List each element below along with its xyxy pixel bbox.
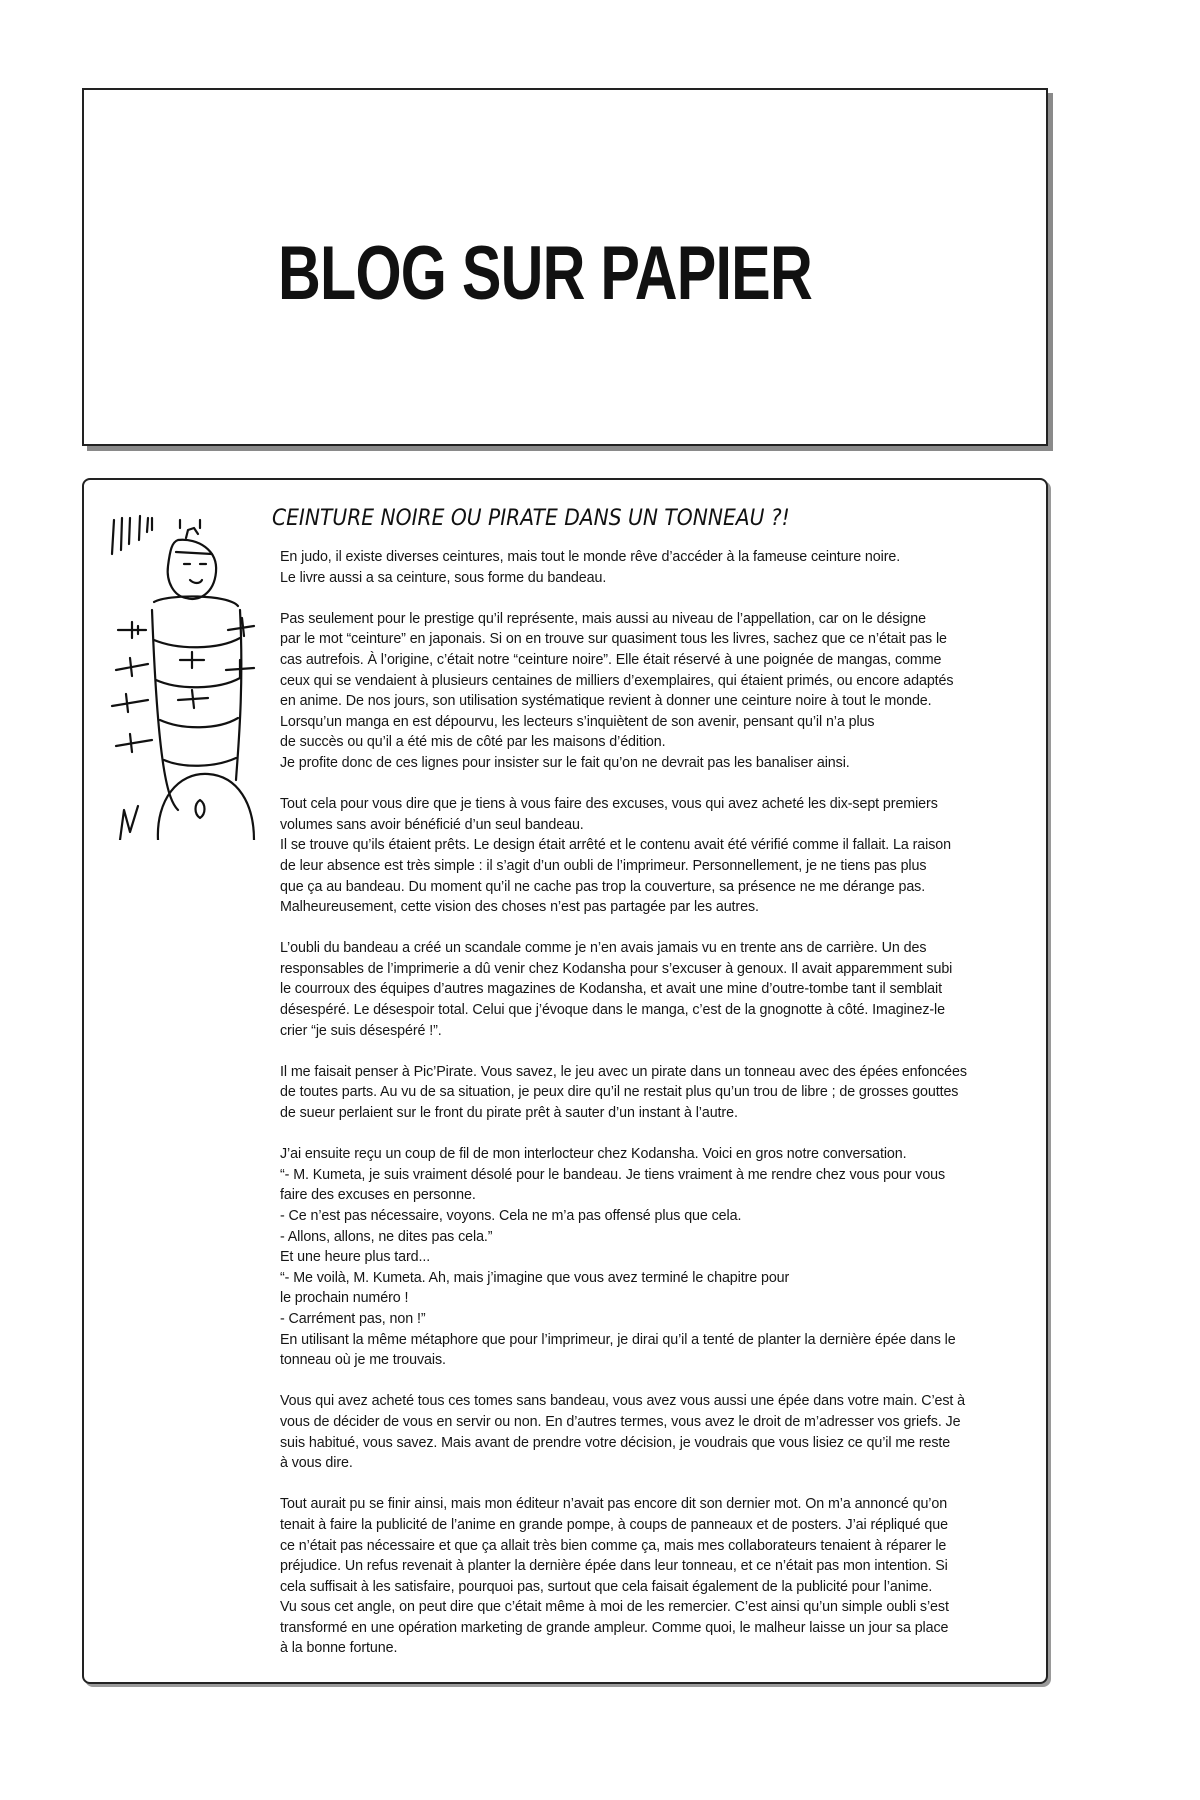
article [272, 506, 1022, 1680]
paragraph: J’ai ensuite reçu un coup de fil de mon interlocteur chez Kodansha. Voici en gros notre conversation. “- M. Kumeta, je suis vraiment désolé pour le bandeau. Je tiens vraiment à me rendre chez vous pour vous faire des excuses en personne. - Ce n’est pas nécessaire, voyons. Cela ne m’a pas offensé plus que cela. - Allons, allons, ne dites pas cela.” Et une heure plus tard... “- Me voilà, M. Kumeta. Ah, mais j’imagine que vous avez terminé le chapitre pour le prochain numéro ! - Carrément pas, non !” En utilisant la même métaphore que pour l’imprimeur, je dirai qu’il a tenté de planter la dernière épée dans le tonneau où je me trouvais. [280, 1146, 956, 1369]
article-panel [82, 478, 1048, 1684]
article-heading: CEINTURE NOIRE OU PIRATE DANS UN TONNEAU ?! [272, 506, 790, 531]
paragraph: Tout aurait pu se finir ainsi, mais mon éditeur n’avait pas encore dit son dernier mot. On m’a annoncé qu’on tenait à faire la publicité de l’anime en grande pompe, à coups de panneaux et de posters. J’ai répliqué que ce n’était pas nécessaire et que ça allait très bien comme ça, mais mes collaborateurs tenaient à réparer le préjudice. Un refus revenait à planter la dernière épée dans leur tonneau, et ce n’était pas mon intention. Si cela suffisait à les satisfaire, pourquoi pas, surtout que cela faisait également de la publicité pour l’anime. Vu sous cet angle, on peut dire que c’était même à moi de les remercier. C’est ainsi qu’un simple oubli s’est transformé en une opération marketing de grande ampleur. Comme quoi, le malheur laisse un jour sa place à la bonne fortune. [280, 1496, 949, 1657]
paragraph: Vous qui avez acheté tous ces tomes sans bandeau, vous avez vous aussi une épée dans votre main. C’est à vous de décider de vous en servir ou non. En d’autres termes, vous avez le droit de m’adresser vos griefs. Je suis habitué, vous savez. Mais avant de prendre votre décision, je voudrais que vous lisiez ce qu’il me reste à vous dire. [280, 1393, 966, 1472]
paragraph: L’oubli du bandeau a créé un scandale comme je n’en avais jamais vu en trente ans de carrière. Un des responsables de l’imprimerie a dû venir chez Kodansha pour s’excuser à genoux. Il avait apparemment subi le courroux des équipes d’autres magazines de Kodansha, et avait une mine d’outre-tombe tant il semblait désespéré. Le désespoir total. Celui que j’évoque dans le manga, c’est de la gnognotte à côté. Imaginez-le crier “je suis désespéré !”. [280, 940, 953, 1039]
paragraph: Tout cela pour vous dire que je tiens à vous faire des excuses, vous qui avez acheté les dix-sept premiers volumes sans avoir bénéficié d’un seul bandeau. Il se trouve qu’ils étaient prêts. Le design était arrêté et le contenu avait été vérifié comme il fallait. La raison de leur absence est très simple : il s’agit d’un oubli de l’imprimeur. Personnellement, je ne tiens pas plus que ça au bandeau. Du moment qu’il ne cache pas trop la couverture, sa présence ne me dérange pas. Malheureusement, cette vision des choses n’est pas partagée par les autres. [280, 796, 951, 916]
page-title: BLOG SUR PAPIER [278, 231, 812, 316]
paragraph: Pas seulement pour le prestige qu’il représente, mais aussi au niveau de l’appellation, car on le désigne par le mot “ceinture” en japonais. Si on en trouve sur quasiment tous les livres, sachez que ce n’était pas le cas autrefois. À l’origine, c’était notre “ceinture noire”. Elle était réservé à une poignée de mangas, comme ceux qui se vendaient à plusieurs centaines de milliers d’exemplaires, qui étaient primés, ou encore adaptés en anime. De nos jours, son utilisation systématique revient à donner une ceinture noire à tout le monde. Lorsqu’un manga en est dépourvu, les lecteurs s’inquiètent de son avenir, pensant qu’il n’a plus de succès ou qu’il a été mis de côté par les maisons d’édition. Je profite donc de ces lignes pour insister sur le fait qu’on ne devrait pas les banaliser ainsi. [280, 610, 954, 771]
pirate-barrel-illustration [108, 510, 258, 840]
paragraph: Il me faisait penser à Pic’Pirate. Vous savez, le jeu avec un pirate dans un tonneau avec des épées enfoncées de toutes parts. Au vu de sa situation, je peux dire qu’il ne restait plus qu’un trou de libre ; de grosses gouttes de sueur perlaient sur le front du pirate prêt à sauter d’un instant à l’autre. [280, 1063, 967, 1122]
title-panel [82, 88, 1048, 446]
paragraph: En judo, il existe diverses ceintures, mais tout le monde rêve d’accéder à la fameuse ceinture noire. Le livre aussi a sa ceinture, sous forme du bandeau. [280, 549, 901, 586]
